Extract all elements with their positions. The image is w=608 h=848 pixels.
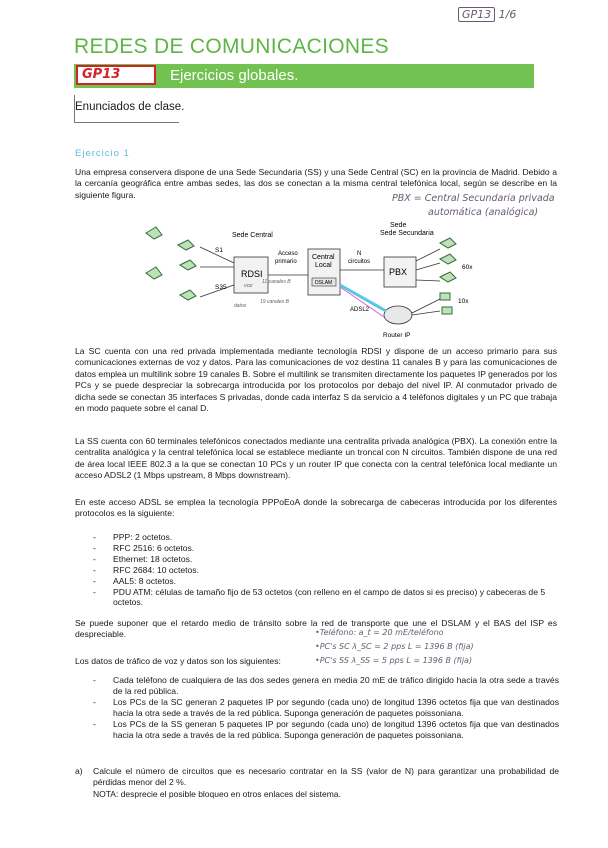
network-diagram (140, 215, 480, 345)
banner-code: GP13 (76, 65, 156, 85)
handwritten-pbx-note-2: automática (analógica) (428, 207, 539, 218)
traffic-list (93, 675, 559, 740)
para-delay: Se puede suponer que el retardo medio de tránsito sobre la red de transporte que une el DSLAM y el BAS del ISP es despreciable. (75, 618, 557, 640)
overhead-item: - PPP: 2 octetos. (93, 532, 559, 543)
hand-traffic-3: •PC's SS λ_SS = 5 pps L = 1396 B (fija) (315, 656, 473, 665)
traffic-intro: Los datos de tráfico de voz y datos son los siguientes: (75, 656, 281, 666)
sede-secundaria-label-1: Sede (390, 222, 407, 229)
n-label-1: N (357, 251, 362, 257)
overhead-item: - Ethernet: 18 octetos. (93, 554, 559, 565)
subtitle-rule-horizontal (74, 122, 179, 123)
page-marker (458, 8, 516, 21)
count-60x: 60x (462, 264, 473, 271)
pc-icons-ss (440, 293, 452, 314)
acceso-label-2: primario (275, 259, 297, 265)
acceso-label-1: Acceso (278, 251, 298, 257)
para-ss: La SS cuenta con 60 terminales telefónicos conectados mediante una centralita privada analógica (PBX). La conexión entre la centralita analógica y la central telefónica local se establece mediante un troncal con N circuitos. También dispone de una red de área local IEEE 802.3 a la que se conectan 10 PCs y un router IP que conecta con la central telefónica local mediante un acceso ADSL2 (1 Mbps upstream, 8 Mbps downstream). (75, 436, 557, 481)
overhead-item: - AAL5: 8 octetos. (93, 576, 559, 587)
hand-datos: datos (234, 303, 247, 309)
subtitle: Enunciados de clase. (75, 101, 185, 113)
hand-traffic-2: •PC's SC λ_SC = 2 pps L = 1396 B (fija) (315, 642, 474, 651)
page-code: GP13 (458, 7, 495, 22)
count-10x: 10x (458, 298, 469, 305)
sede-central-label: Sede Central (232, 232, 273, 239)
rdsi-label: RDSI (241, 269, 263, 279)
overhead-item: - PDU ATM: células de tamaño fijo de 53 octetos (con relleno en el campo de datos si es preciso) y cabeceras de 5 octetos. (93, 587, 559, 609)
intro-paragraph: Una empresa conservera dispone de una Sede Secundaria (SS) y una Sede Central (SC) en la provincia de Madrid. Debido a la cercanía geográfica entre ambas sedes, las dos se conectan a la misma central telefónica local, según se describe en la siguiente figura. (75, 167, 557, 200)
exercise-heading: Ejercicio 1 (75, 148, 130, 159)
question-a-note: NOTA: desprecie el posible bloqueo en otros enlaces del sistema. (93, 789, 341, 799)
s1-label: S1 (215, 247, 223, 254)
router-ip-icon (384, 306, 412, 324)
question-a-label: a) (75, 766, 83, 776)
router-ip-label: Router IP (383, 332, 411, 339)
handwritten-pbx-note-1: PBX = Central Secundaria privada (392, 193, 555, 204)
document-title: REDES DE COMUNICACIONES (74, 35, 389, 58)
overhead-item: - RFC 2516: 6 octetos. (93, 543, 559, 554)
central-label-2: Local (315, 262, 332, 269)
n-label-2: circuitos (348, 259, 371, 265)
banner-title: Ejercicios globales. (170, 67, 299, 84)
adsl2-label: ADSL2 (350, 307, 370, 313)
traffic-item: - Los PCs de la SS generan 5 paquetes IP por segundo (cada uno) de longitud 1396 octetos fija que van destinados hacia la otra sede a través de la red pública. Suponga generación de paquetes poissoniana. (93, 719, 559, 741)
para-sc: La SC cuenta con una red privada implementada mediante tecnología RDSI y dispone de un acceso primario para sus comunicaciones externas de voz y datos. Para las comunicaciones de voz destina 11 canales B y para las comunicaciones de datos emplea un multilink sobre 19 canales B. Sobre el multilink se transmiten directamente los paquetes IP generados por los PCs y se puede despreciar la sobrecarga introducida por los protocolos por debajo del nivel IP. Al conmutador privado de dicha sede se conectan 35 interfaces S privadas, donde cada interfaz S da servicio a 4 teléfonos digitales y un PC que trabaja en modo paquete sobre el canal D. (75, 346, 557, 414)
traffic-item: - Cada teléfono de cualquiera de las dos sedes genera en media 20 mE de tráfico dirigido hacia la otra sede a través de la red pública. (93, 675, 559, 697)
central-label-1: Central (312, 254, 335, 261)
phone-icons-sc (146, 227, 196, 300)
hand-19: 19 canales B (260, 299, 289, 305)
page-number: 1/6 (498, 8, 517, 21)
dslam-label: DSLAM (315, 280, 333, 286)
sede-secundaria-label: Sede Secundaria (380, 230, 434, 237)
s35-label: S35 (215, 284, 227, 291)
para-adsl: En este acceso ADSL se emplea la tecnología PPPoEoA donde la sobrecarga de cabeceras introducida por los diferentes protocolos es la siguiente: (75, 497, 557, 519)
pbx-label: PBX (389, 267, 408, 277)
overhead-item: - RFC 2684: 10 octetos. (93, 565, 559, 576)
hand-voz: voz (244, 283, 253, 289)
phone-icons-ss (440, 238, 456, 282)
hand-11: 11 canales B (262, 279, 291, 285)
question-a: Calcule el número de circuitos que es necesario contratar en la SS (valor de N) para garantizar una probabilidad de pérdidas menor del 2 %. (93, 766, 559, 788)
overhead-list (93, 532, 559, 608)
hand-traffic-1: •Teléfono: a_t = 20 mE/teléfono (315, 628, 444, 637)
traffic-item: - Los PCs de la SC generan 2 paquetes IP por segundo (cada uno) de longitud 1396 octetos fija que van destinados hacia la otra sede a través de la red pública. Suponga generación de paquetes poissoniana. (93, 697, 559, 719)
